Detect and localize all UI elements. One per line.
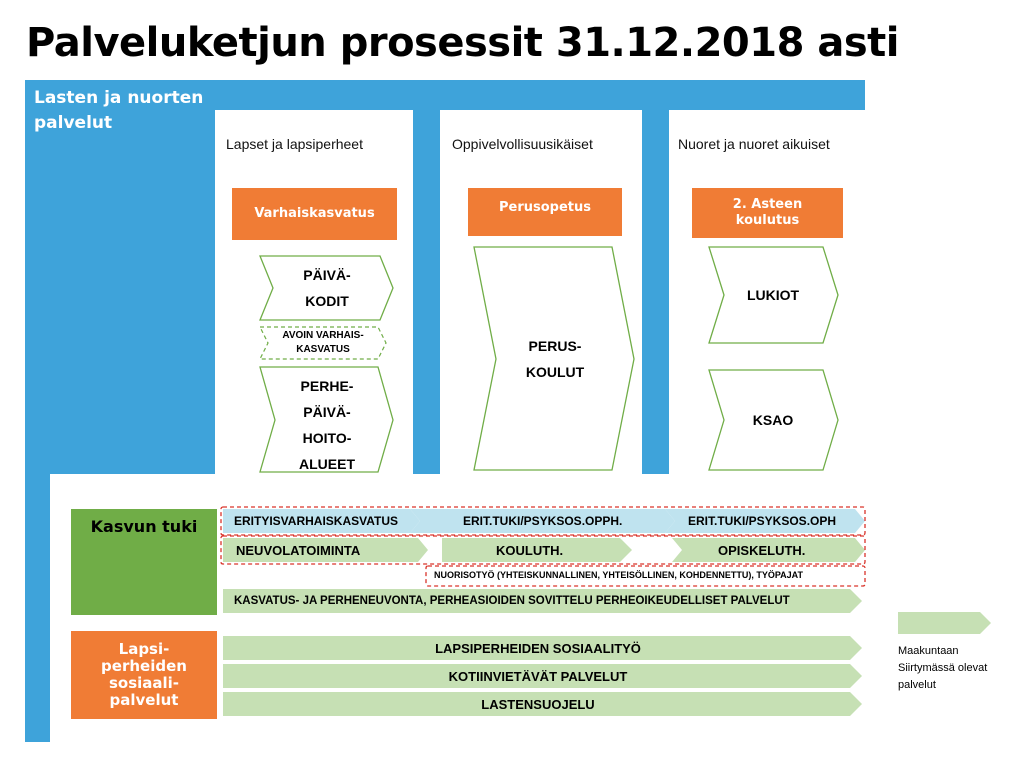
box-toinen-aste-line1: 2. Asteen	[732, 197, 803, 212]
row1-text-3: ERIT.TUKI/PSYKSOS.OPH	[688, 514, 837, 528]
paivakodit-line2: KODIT	[305, 293, 349, 309]
legend-line3: palvelut	[898, 679, 936, 691]
column-heading-nuoret: Nuoret ja nuoret aikuiset	[678, 136, 830, 152]
chevron-perhe-text	[272, 373, 382, 477]
chevron-avoin-text	[266, 329, 380, 357]
chevron-paivakodit-text	[272, 262, 382, 314]
column-heading-lapset: Lapset ja lapsiperheet	[226, 136, 363, 152]
legend-line1: Maakuntaan	[898, 645, 959, 657]
kasvun-tuki-label	[71, 509, 217, 615]
row2-text-1: NEUVOLATOIMINTA	[236, 543, 361, 558]
legend-line2: Siirtymässä olevat	[898, 662, 988, 674]
avoin-line2: KASVATUS	[296, 344, 350, 355]
lastensuojelu-text: LASTENSUOJELU	[481, 697, 595, 712]
row1-text-1: ERITYISVARHAISKASVATUS	[234, 514, 399, 528]
column-heading-oppivelvolliset: Oppivelvollisuusikäiset	[452, 136, 593, 152]
lapsiperheiden-line3: sosiaali-	[108, 674, 180, 692]
row2-text-2: KOULUTH.	[496, 543, 564, 558]
row4-text: KASVATUS- JA PERHENEUVONTA, PERHEASIOIDEN SOVITTELU PERHEOIKEUDELLISET PALVELUT	[234, 595, 790, 607]
lapsiperheiden-line1: Lapsi-	[118, 640, 170, 658]
chevron-peruskoulut-text	[500, 333, 610, 385]
perus-line2: KOULUT	[525, 364, 585, 380]
kasvun-tuki-text: Kasvun tuki	[90, 517, 198, 536]
perhe-line1: PERHE-	[300, 378, 354, 394]
perus-line1: PERUS-	[528, 338, 582, 354]
kotiinvietavat-text: KOTIINVIETÄVÄT PALVELUT	[448, 669, 628, 684]
lapsiperheiden-line2: perheiden	[101, 657, 187, 675]
box-varhaiskasvatus-label: Varhaiskasvatus	[254, 206, 375, 221]
legend-swatch	[898, 612, 991, 634]
section-title-line1: Lasten ja nuorten	[34, 88, 204, 108]
legend-text	[898, 643, 987, 694]
lapsiperheiden-label	[71, 631, 217, 719]
lapsiperheiden-line4: palvelut	[109, 691, 179, 709]
row3-text: NUORISOTYÖ (YHTEISKUNNALLINEN, YHTEISÖLLINEN, KOHDENNETTU), TYÖPAJAT	[434, 570, 804, 580]
box-toinen-aste-line2: koulutus	[735, 213, 800, 228]
box-perusopetus-label: Perusopetus	[498, 200, 591, 215]
section-title-line2: palvelut	[34, 113, 113, 133]
paivakodit-line1: PÄIVÄ-	[303, 267, 351, 283]
avoin-line1: AVOIN VARHAIS-	[282, 330, 364, 341]
chevron-ksao-text: KSAO	[752, 412, 794, 428]
row1-text-2: ERIT.TUKI/PSYKSOS.OPPH.	[463, 514, 623, 528]
perhe-line4: ALUEET	[299, 456, 355, 472]
perhe-line2: PÄIVÄ-	[303, 404, 351, 420]
perhe-line3: HOITO-	[302, 430, 352, 446]
chevron-lukiot-text: LUKIOT	[746, 287, 800, 303]
page-title: Palveluketjun prosessit 31.12.2018 asti	[26, 20, 899, 66]
sosiaalityo-text: LAPSIPERHEIDEN SOSIAALITYÖ	[435, 641, 641, 656]
row2-text-3: OPISKELUTH.	[718, 543, 806, 558]
